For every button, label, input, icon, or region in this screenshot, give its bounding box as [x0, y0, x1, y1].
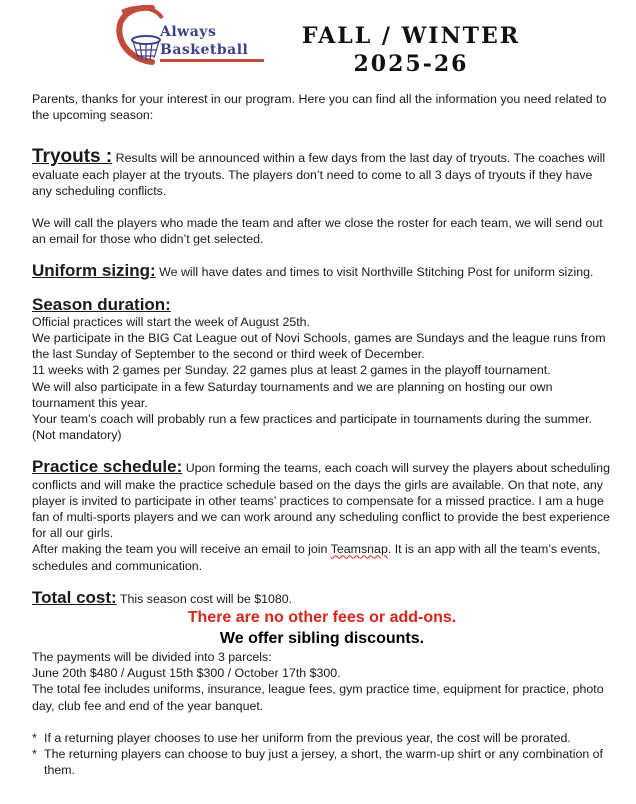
payments-intro: The payments will be divided into 3 parcels:: [32, 650, 272, 665]
uniform-heading: Uniform sizing:: [32, 261, 156, 281]
uniform-section: [32, 263, 612, 280]
bullet-asterisk: *: [32, 730, 37, 745]
intro-paragraph: Parents, thanks for your interest in our program. Here you can find all the information you need related to the upcoming season:: [32, 92, 607, 123]
practice-heading: Practice schedule:: [32, 457, 183, 477]
season-line: We participate in the BIG Cat League out of Novi Schools, games are Sundays and the league runs from the last Sunday of September to the second or third week of December.: [32, 331, 606, 362]
title-season: FALL / WINTER: [301, 23, 521, 49]
list-item: [32, 730, 612, 746]
always-basketball-logo: [112, 4, 272, 70]
cost-section: [32, 587, 612, 607]
uniform-text: We will have dates and times to visit Northville Stitching Post for uniform sizing.: [155, 265, 594, 280]
bullet-asterisk: *: [32, 747, 37, 762]
practice-app-line: After making the team you will receive an email to join Teamsnap. It is an app with all the team’s events, schedules and communication.: [32, 542, 601, 573]
cost-heading: Total cost:: [32, 587, 117, 607]
season-line: Your team’s coach will probably run a few practices and participate in tournaments during the summer. (Not mandatory): [32, 412, 592, 443]
fee-includes: The total fee includes uniforms, insurance, league fees, gym practice time, equipment for practice, photo day, club fee and end of the year banquet.: [32, 682, 604, 713]
note-text: If a returning player chooses to use her uniform from the previous year, the cost will be prorated.: [44, 730, 571, 745]
season-line: We will also participate in a few Saturday tournaments and we are planning on hosting our own tournament this year.: [32, 379, 553, 410]
tryouts-section: [32, 146, 612, 199]
document-body: [32, 91, 612, 779]
teamsnap-link[interactable]: Teamsnap: [330, 542, 388, 557]
season-heading-line: [32, 294, 612, 314]
sibling-discount-notice: We offer sibling discounts.: [219, 630, 425, 648]
practice-text: Upon forming the teams, each coach will survey the players about scheduling conflicts and will make the practice schedule based on the days the girls are available. On that note, any player is invited to participate in other teams’ practices to compensate for a missed practice. I am a huge fan of multi-sports players and we can work around any scheduling conflict to provide the best experience for all our girls.: [32, 461, 610, 541]
logo-underline: [160, 59, 264, 62]
note-text: The returning players can choose to buy just a jersey, a short, the warm-up shirt or any combination of them.: [44, 747, 603, 778]
season-line: 11 weeks with 2 games per Sunday. 22 games plus at least 2 games in the playoff tournament.: [32, 363, 551, 378]
season-line: Official practices will start the week of August 25th.: [32, 314, 311, 329]
cost-text: This season cost will be $1080.: [116, 591, 293, 606]
page-title: [296, 22, 526, 78]
tryouts-text: Results will be announced within a few days from the last day of tryouts. The coaches will evaluate each player at the tryouts. The players don’t need to come to all 3 days of tryouts if they have any scheduling conflicts.: [32, 151, 606, 198]
title-year: 2025-26: [353, 51, 469, 77]
page-header: [0, 0, 636, 90]
practice-section: [32, 459, 612, 541]
tryouts-heading: Tryouts :: [32, 146, 113, 168]
season-heading: Season duration:: [32, 294, 171, 314]
logo-text-always: Always: [160, 24, 217, 40]
logo-text-basketball: Basketball: [160, 42, 249, 58]
payments-dates: June 20th $480 / August 15th $300 / October 17th $300.: [32, 666, 341, 681]
tryouts-followup: We will call the players who made the team and after we close the roster for each team, we will send out an email for those who didn’t get selected.: [32, 216, 603, 247]
no-fees-notice: There are no other fees or add-ons.: [187, 609, 457, 627]
list-item: [32, 746, 612, 778]
